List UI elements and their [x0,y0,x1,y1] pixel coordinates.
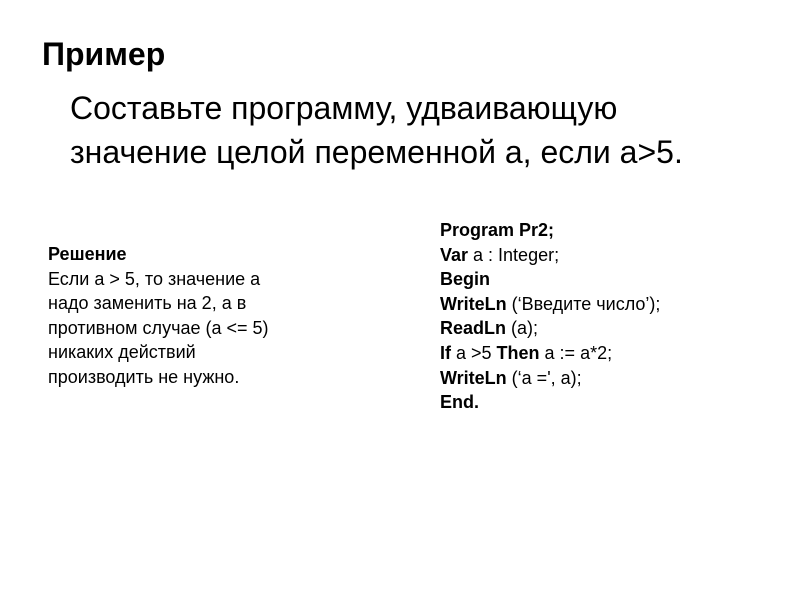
code-line-writeln-prompt [440,292,780,317]
solution-block [48,242,378,389]
task-line-1: Составьте программу, удваивающую [70,90,618,126]
code-keyword: WriteLn [440,293,507,314]
code-keyword: ReadLn [440,318,507,339]
code-keyword: Begin [440,269,491,290]
code-keyword: Var [440,244,469,265]
code-line-program [440,218,780,243]
solution-line-2: надо заменить на 2, а в [48,293,247,313]
code-keyword: WriteLn [440,367,507,388]
slide-title: Пример [42,36,166,72]
code-text: (a); [506,318,539,339]
code-text: (‘Введите число’); [506,293,661,314]
solution-line-3: противном случае (а <= 5) [48,317,269,338]
solution-line-5: производить не нужно. [48,366,240,387]
code-line-end [440,390,780,415]
code-line-begin [440,267,780,292]
code-line-readln [440,316,780,341]
code-line-writeln-result [440,366,780,391]
code-line-if-then [440,341,780,366]
solution-heading: Решение [48,244,127,264]
code-keyword: If [440,342,451,363]
code-keyword: End. [440,392,479,413]
code-text: a >5 [451,342,497,363]
task-statement [70,86,790,174]
code-text: a : Integer; [468,244,560,265]
program-code-block [440,218,780,415]
task-line-2: значение целой переменной а, если а>5. [70,134,683,170]
code-text: a := a*2; [539,342,613,363]
code-line-var [440,243,780,268]
solution-line-1: Если а > 5, то значение а [48,268,261,289]
code-keyword: Then [496,342,540,363]
code-keyword: Program Pr2; [440,220,555,240]
code-text: (‘a =', a); [506,367,582,388]
solution-line-4: никаких действий [48,342,196,362]
